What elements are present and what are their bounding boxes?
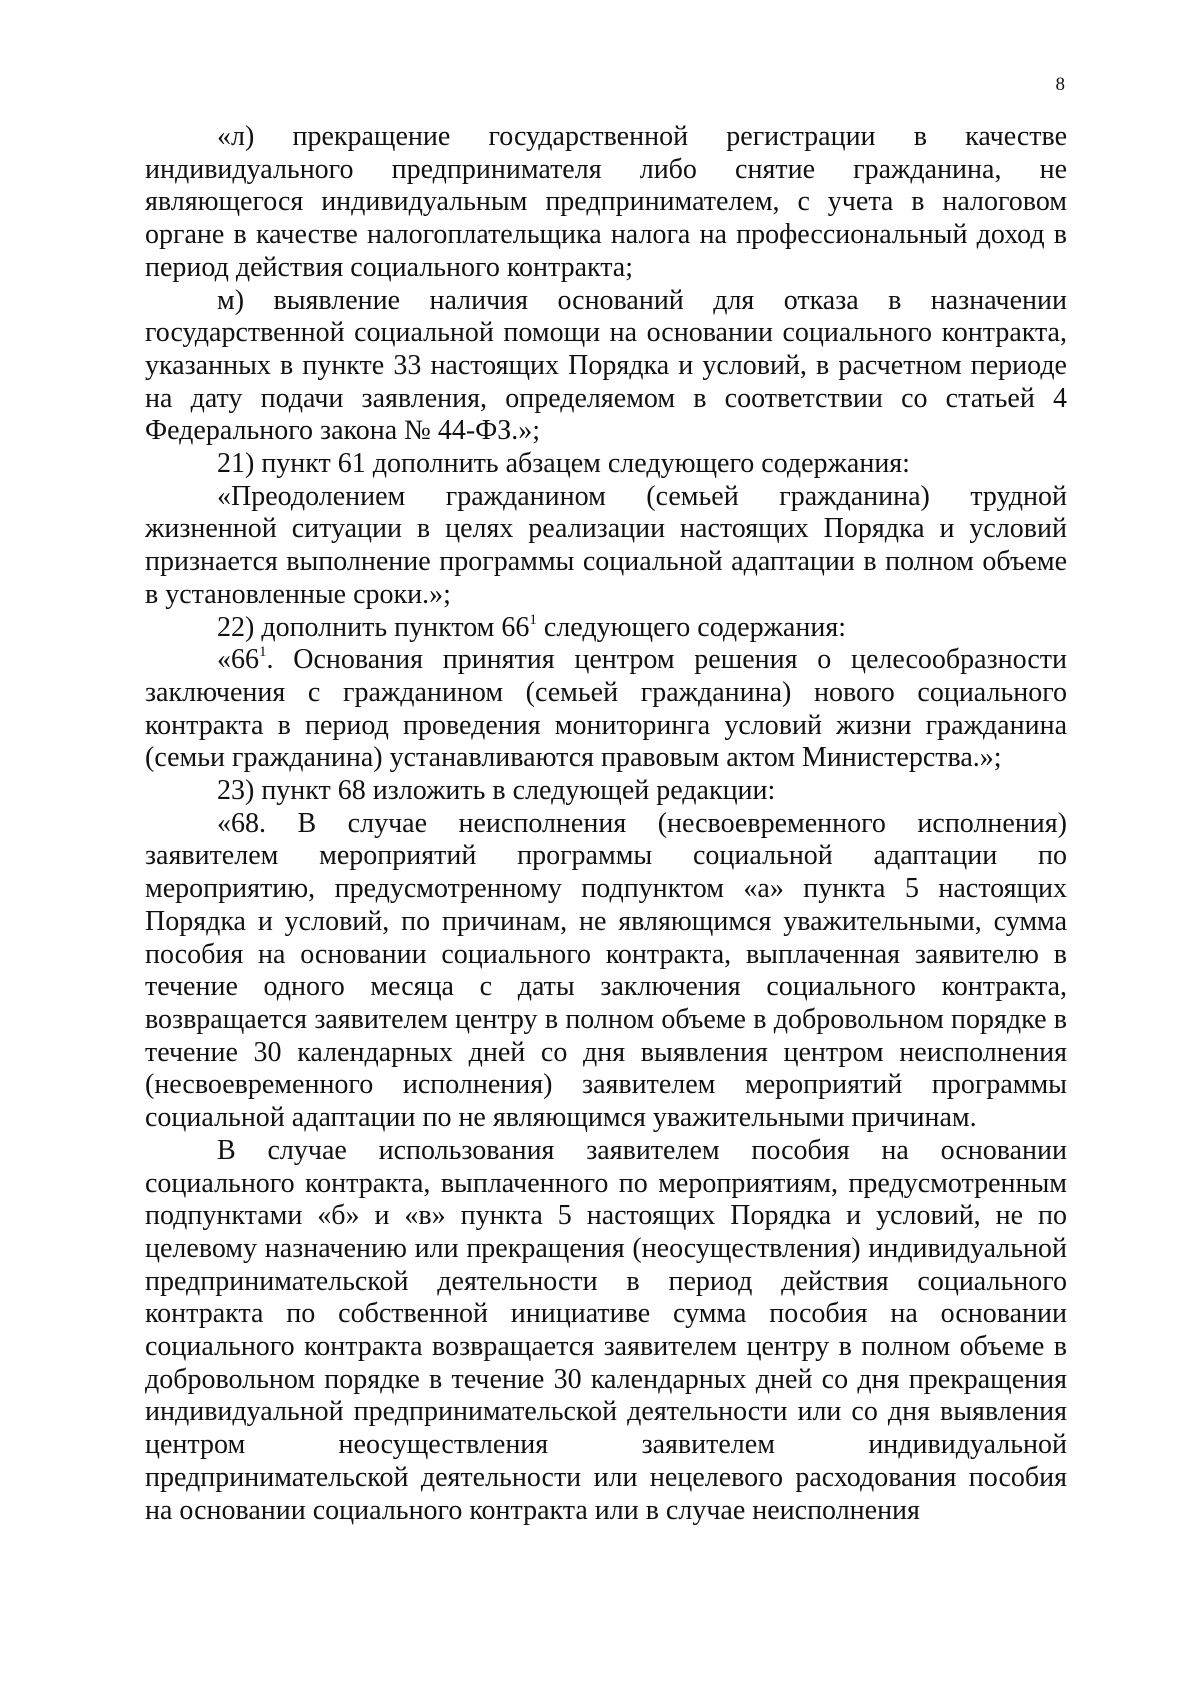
paragraph-item-21: 21) пункт 61 дополнить абзацем следующего содержания: bbox=[217, 448, 910, 480]
paragraph-item-21-text: «Преодолением гражданином (семьей гражданина) трудной жизненной ситуации в целях реализации настоящих Порядка и условий признается выполнение программы социальной адаптации в полном объеме в установленные сроки.»; bbox=[145, 480, 1067, 610]
paragraph-item-23-text-continued: В случае использования заявителем пособия на основании социального контракта, выплаченного по мероприятиям, предусмотренным подпунктами «б» и «в» пункта 5 настоящих Порядка и условий, не по целевому назначению или прекращения (неосуществления) индивидуальной предпринимательской деятельности в период действия социального контракта по собственной инициативе сумма пособия на основании социального контракта возвращается заявителем центру в полном объеме в добровольном порядке в течение 30 календарных дней со дня прекращения индивидуальной предпринимательской деятельности или со дня выявления центром неосуществления заявителем индивидуальной предпринимательской деятельности или нецелевого расходования пособия на основании социального контракта или в случае неисполнения bbox=[145, 1134, 1067, 1526]
paragraph-item-23-text: «68. В случае неисполнения (несвоевременного исполнения) заявителем мероприятий программы социальной адаптации по мероприятию, предусмотренному подпунктом «а» пункта 5 настоящих Порядка и условий, по причинам, не являющимся уважительными, сумма пособия на основании социального контракта, выплаченная заявителю в течение одного месяца с даты заключения социального контракта, возвращается заявителем центру в полном объеме в добровольном порядке в течение 30 календарных дней со дня выявления центром неисполнения (несвоевременного исполнения) заявителем мероприятий программы социальной адаптации по не являющимся уважительными причинам. bbox=[145, 807, 1067, 1134]
paragraph-item-22-text: «$66^1$. Основания принятия центром решения о целесообразности заключения с гражданином (семьей гражданина) нового социального контракта в период проведения мониторинга условий жизни гражданина (семьи гражданина) устанавливаются правовым актом Министерства.»; bbox=[145, 644, 1067, 774]
paragraph-item-23: 23) пункт 68 изложить в следующей редакции: bbox=[217, 775, 776, 807]
document-body bbox=[145, 121, 1067, 1527]
paragraph-l: «л) прекращение государственной регистрации в качестве индивидуального предпринимателя либо снятие гражданина, не являющегося индивидуальным предпринимателем, с учета в налоговом органе в качестве налогоплательщика налога на профессиональный доход в период действия социального контракта; bbox=[145, 121, 1067, 283]
paragraph-item-22: 22) дополнить пунктом $66^1$ следующего содержания: bbox=[217, 611, 846, 643]
superscript: 1 bbox=[259, 644, 267, 661]
superscript: 1 bbox=[529, 611, 537, 628]
paragraph-m: м) выявление наличия оснований для отказа в назначении государственной социальной помощи на основании социального контракта, указанных в пункте 33 настоящих Порядка и условий, в расчетном периоде на дату подачи заявления, определяемом в соответствии со статьей 4 Федерального закона № 44-ФЗ.»; bbox=[145, 284, 1067, 447]
page-number: 8 bbox=[1055, 74, 1065, 95]
